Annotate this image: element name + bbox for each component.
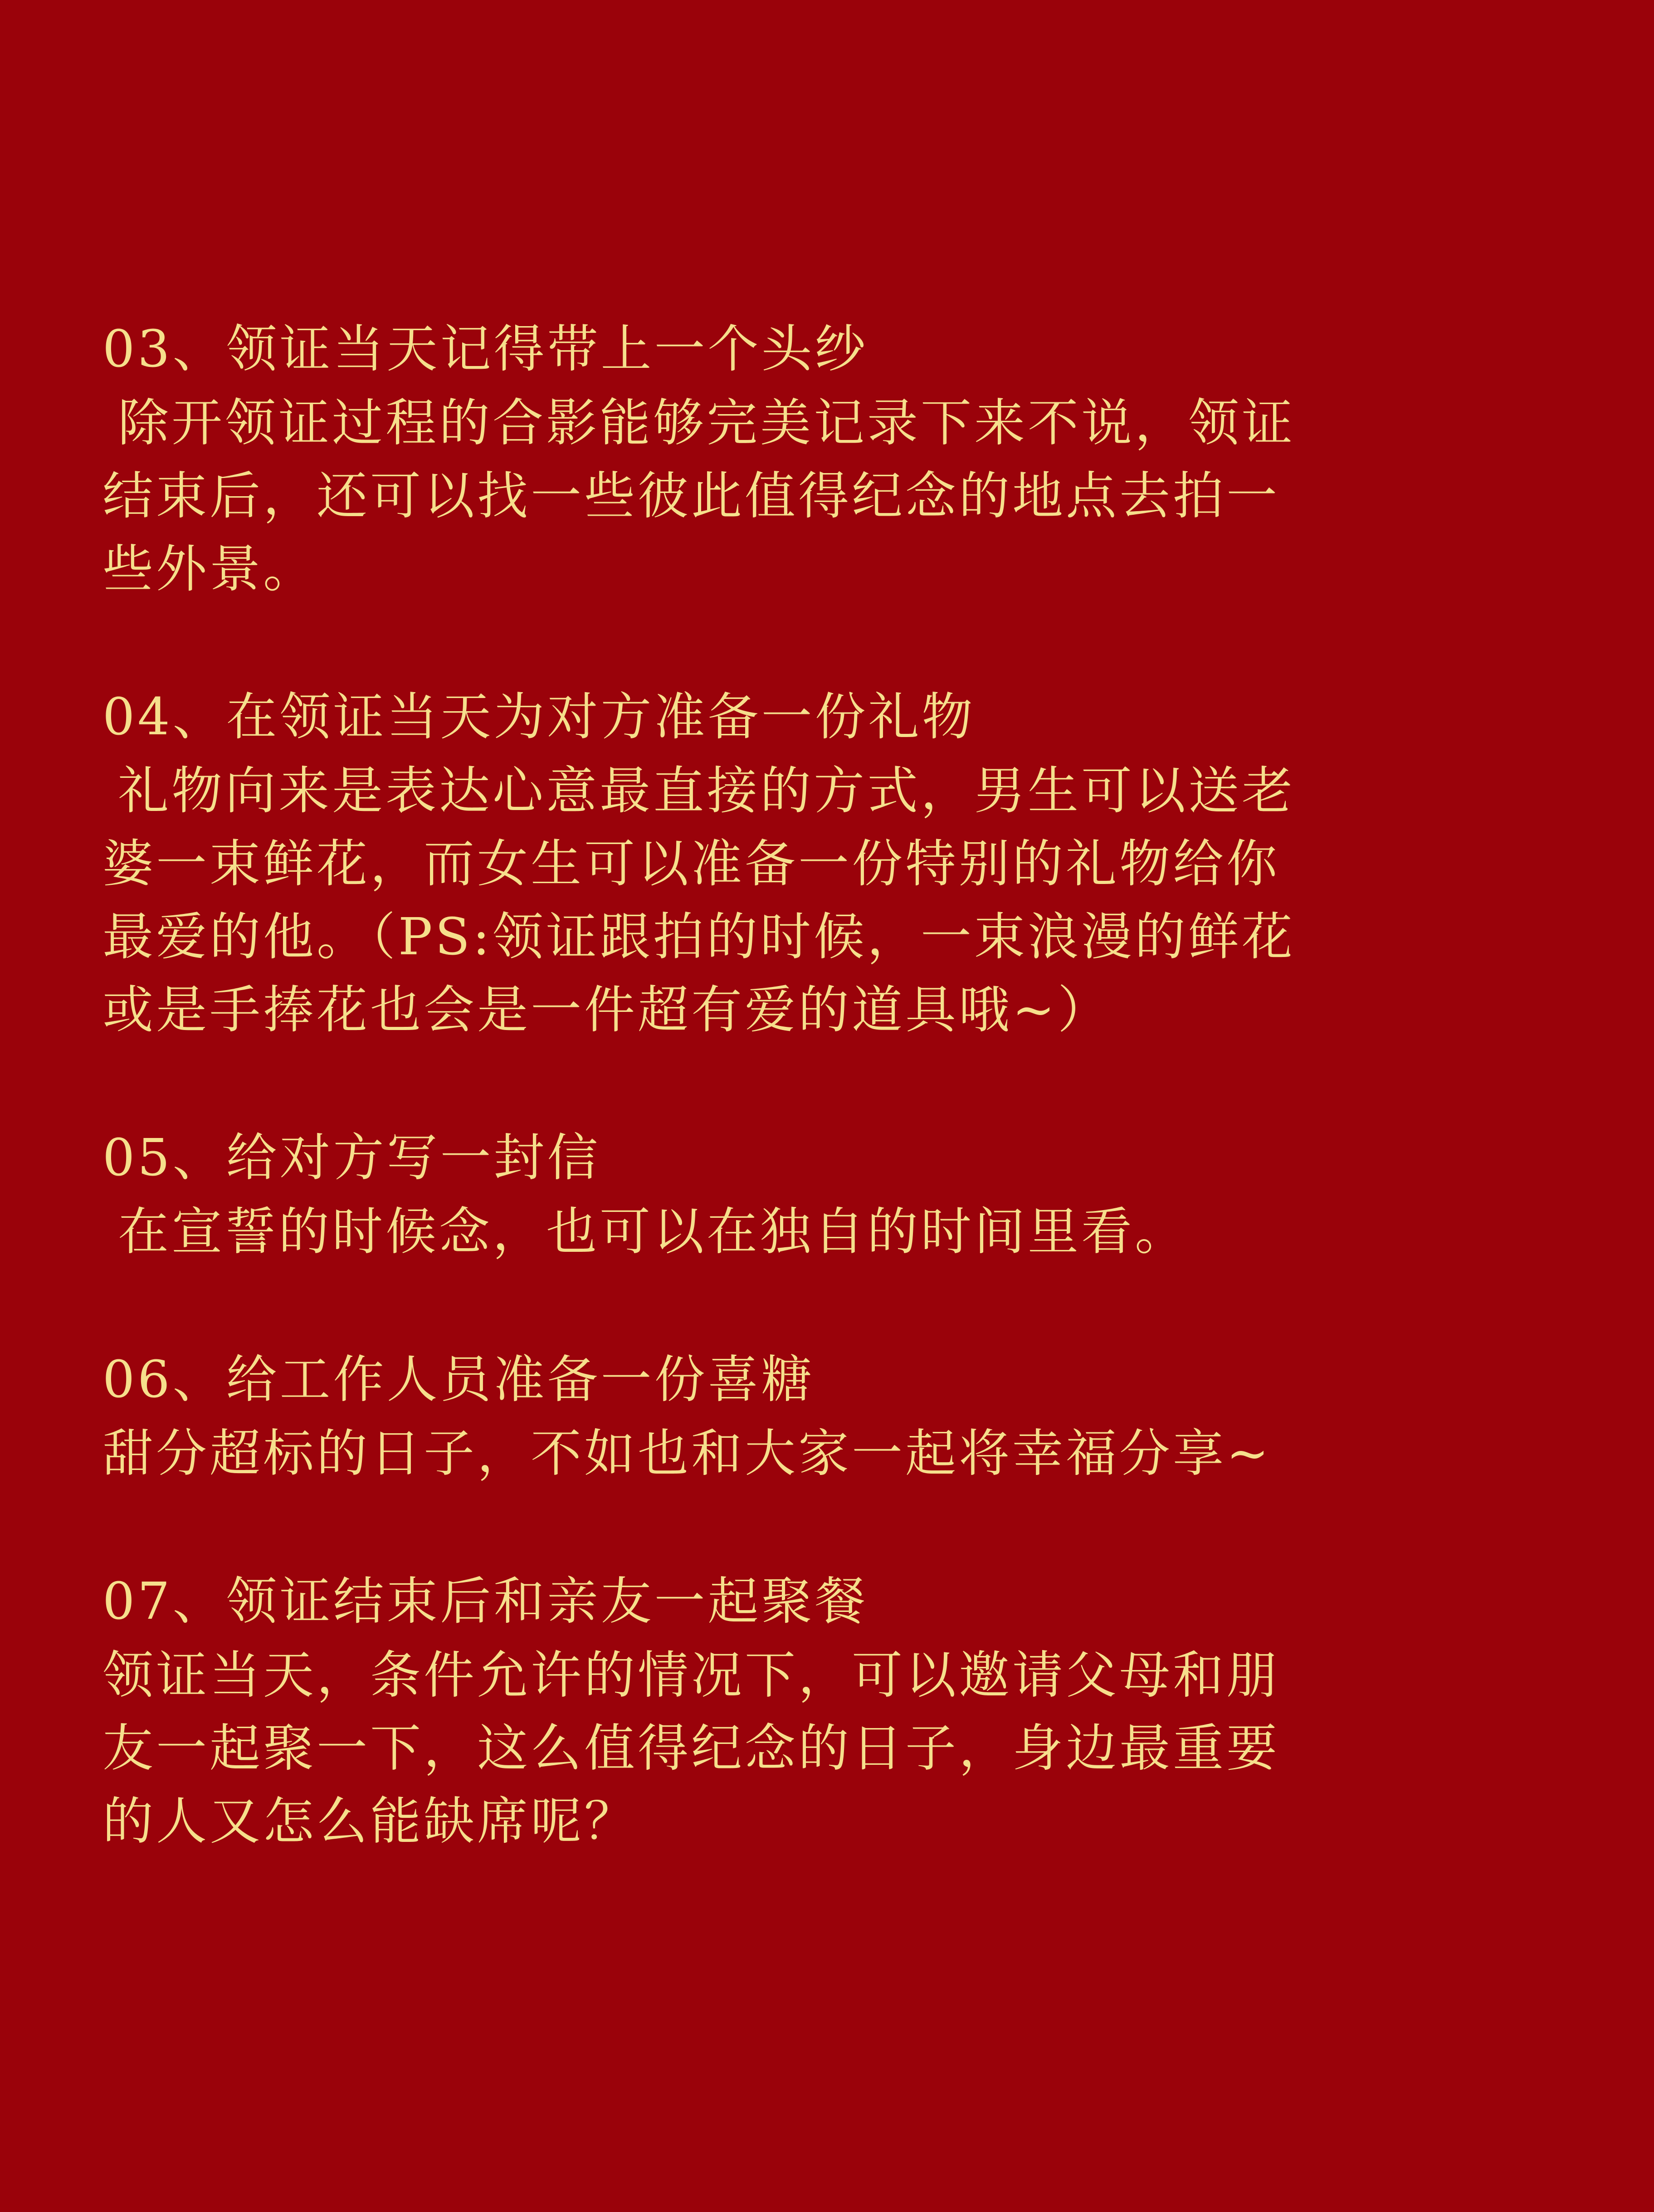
body-line: 些外景。 bbox=[102, 540, 317, 599]
section-heading: 05、给对方写一封信 bbox=[102, 1128, 601, 1187]
section-heading: 06、给工作人员准备一份喜糖 bbox=[102, 1350, 815, 1409]
body-line: 友一起聚一下，这么值得纪念的日子，身边最重要 bbox=[102, 1719, 1280, 1778]
body-line: 最爱的他。（PS:领证跟拍的时候，一束浪漫的鲜花 bbox=[102, 908, 1295, 967]
article-content bbox=[102, 313, 1554, 1933]
section-06 bbox=[102, 1343, 1554, 1490]
body-line: 领证当天，条件允许的情况下，可以邀请父母和朋 bbox=[102, 1646, 1280, 1705]
body-line: 结束后，还可以找一些彼此值得纪念的地点去拍一 bbox=[102, 467, 1280, 526]
body-line: 婆一束鲜花，而女生可以准备一份特别的礼物给你 bbox=[102, 835, 1280, 894]
section-04 bbox=[102, 681, 1554, 1047]
section-heading: 07、领证结束后和亲友一起聚餐 bbox=[102, 1572, 868, 1631]
body-line: 或是手捧花也会是一件超有爱的道具哦~） bbox=[102, 981, 1111, 1040]
body-line: 甜分超标的日子，不如也和大家一起将幸福分享~ bbox=[102, 1424, 1272, 1483]
body-line: 在宣誓的时候念，也可以在独自的时间里看。 bbox=[118, 1202, 1188, 1261]
section-heading: 03、领证当天记得带上一个头纱 bbox=[102, 320, 868, 379]
body-line: 的人又怎么能缺席呢？ bbox=[102, 1792, 638, 1851]
section-03 bbox=[102, 313, 1554, 606]
section-heading: 04、在领证当天为对方准备一份礼物 bbox=[102, 688, 976, 747]
section-05 bbox=[102, 1122, 1554, 1269]
body-line: 除开领证过程的合影能够完美记录下来不说，领证 bbox=[118, 394, 1295, 453]
body-line: 礼物向来是表达心意最直接的方式，男生可以送老 bbox=[118, 762, 1295, 820]
section-07 bbox=[102, 1565, 1554, 1858]
